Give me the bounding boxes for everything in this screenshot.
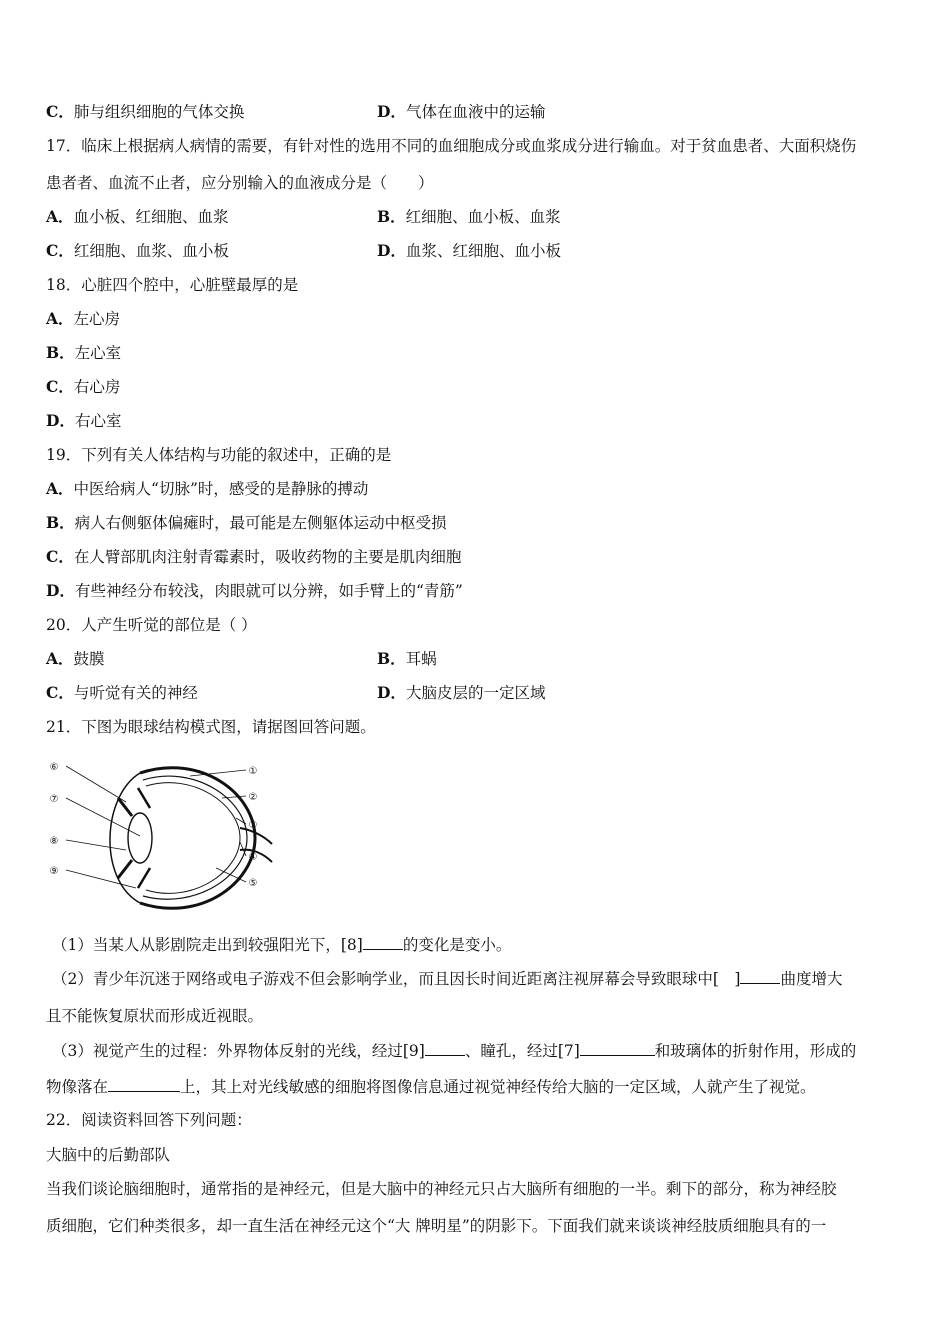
option-text: 血浆、红细胞、血小板: [405, 242, 561, 260]
q21-part3-seg1: （3）视觉产生的过程：外界物体反射的光线，经过[9]: [52, 1042, 425, 1060]
option-text: 肺与组织细胞的气体交换: [73, 103, 245, 121]
q21-part1-after-blank: 的变化是变小。: [402, 936, 512, 954]
lens: [128, 813, 152, 863]
option-text: 鼓膜: [73, 650, 105, 668]
option-letter: B．: [46, 343, 75, 362]
q17-option-c[interactable]: [46, 241, 229, 261]
q22-passage-title: 大脑中的后勤部队: [46, 1146, 171, 1164]
q21-part3-blank2[interactable]: [580, 1040, 655, 1056]
q18-option-c[interactable]: [46, 377, 120, 397]
q20-option-d[interactable]: [377, 683, 545, 703]
q22-passage-line2: 质细胞，它们种类很多，却一直生活在神经元这个“大 牌明星”的阴影下。下面我们就来谈谈神经肢质细胞具有的一: [46, 1217, 827, 1235]
option-text: 大脑皮层的一定区域: [405, 684, 546, 702]
q21-part2-before-blank: （2）青少年沉迷于网络或电子游戏不但会影响学业，而且因长时间近距离注视屏幕会导致眼球中[ ]: [52, 970, 741, 988]
q20-option-a[interactable]: [46, 649, 105, 669]
q21-part1-before-blank: （1）当某人从影剧院走出到较强阳光下，[8]: [52, 936, 363, 954]
option-text: 在人臂部肌肉注射青霉素时，吸收药物的主要是肌肉细胞: [73, 548, 462, 566]
option-letter: A．: [46, 649, 74, 668]
option-letter: D．: [46, 411, 75, 430]
q21-part3-blank1[interactable]: [425, 1040, 465, 1056]
option-text: 右心室: [74, 412, 122, 430]
option-text: 病人右侧躯体偏瘫时，最可能是左侧躯体运动中枢受损: [74, 514, 447, 532]
q21-part3-seg3: 和玻璃体的折射作用，形成的: [654, 1042, 857, 1060]
cornea-outline: [110, 773, 140, 903]
option-letter: C．: [46, 102, 74, 121]
option-text: 耳蜗: [405, 650, 437, 668]
q22-passage-line1: 当我们谈论脑细胞时，通常指的是神经元，但是大脑中的神经元只占大脑所有细胞的一半。剩下的部分，称为神经胶: [46, 1180, 837, 1198]
label-2: ②: [248, 792, 258, 803]
q18-option-d[interactable]: [46, 411, 121, 431]
option-text: 右心房: [73, 378, 121, 396]
q18-stem: 18．心脏四个腔中，心脏壁最厚的是: [46, 276, 299, 294]
leader-lines: [66, 766, 246, 888]
q20-stem: 20．人产生听觉的部位是（ ）: [46, 616, 257, 634]
ciliary-body: [138, 788, 150, 888]
option-letter: B．: [377, 649, 406, 668]
label-1: ①: [248, 766, 258, 777]
q17-option-a[interactable]: [46, 207, 229, 227]
q21-part1: [52, 934, 511, 955]
option-text: 中医给病人“切脉”时，感受的是静脉的搏动: [73, 480, 369, 498]
q21-part1-blank[interactable]: [363, 934, 403, 950]
option-text: 红细胞、血浆、血小板: [73, 242, 229, 260]
q21-part3-blank3[interactable]: [108, 1076, 180, 1092]
label-7: ⑦: [49, 794, 59, 805]
q19-option-b[interactable]: [46, 513, 447, 533]
option-letter: C．: [46, 547, 74, 566]
option-letter: B．: [46, 513, 75, 532]
option-letter: D．: [46, 581, 75, 600]
option-letter: A．: [46, 479, 74, 498]
q19-option-c[interactable]: [46, 547, 461, 567]
sclera-outline: [140, 768, 255, 909]
q19-stem: 19．下列有关人体结构与功能的叙述中，正确的是: [46, 446, 392, 464]
q21-stem: 21．下图为眼球结构模式图，请据图回答问题。: [46, 718, 376, 736]
option-text: 左心室: [74, 344, 122, 362]
option-letter: C．: [46, 241, 74, 260]
q16-option-c[interactable]: [46, 102, 244, 122]
option-letter: B．: [377, 207, 406, 226]
q21-part3-seg4: 物像落在: [46, 1078, 109, 1096]
option-letter: D．: [377, 241, 406, 260]
option-letter: A．: [46, 207, 74, 226]
q17-stem-line1: 17．临床上根据病人病情的需要，有针对性的选用不同的血细胞成分或血浆成分进行输血。对于贫血患者、大面积烧伤: [46, 137, 857, 155]
q21-part2: [52, 968, 842, 989]
q21-part2-cont: 且不能恢复原状而形成近视眼。: [46, 1007, 264, 1025]
option-letter: D．: [377, 102, 406, 121]
q21-part2-after-blank: 曲度增大: [780, 970, 843, 988]
q17-option-b[interactable]: [377, 207, 561, 227]
label-4: ④: [248, 852, 258, 863]
q21-part2-blank[interactable]: [740, 968, 780, 984]
option-letter: C．: [46, 377, 74, 396]
label-8: ⑧: [49, 836, 59, 847]
q21-part3-seg2: 、瞳孔，经过[7]: [464, 1042, 580, 1060]
q20-option-b[interactable]: [377, 649, 437, 669]
option-text: 血小板、红细胞、血浆: [73, 208, 229, 226]
q21-part3-cont: [46, 1076, 816, 1097]
retina-outline: [146, 783, 240, 894]
label-9: ⑨: [49, 866, 59, 877]
choroid-outline: [143, 776, 247, 899]
q21-part3: [52, 1040, 856, 1061]
option-text: 有些神经分布较浅，肉眼就可以分辨，如手臂上的“青筋”: [74, 582, 463, 600]
iris: [118, 798, 132, 878]
q19-option-a[interactable]: [46, 479, 368, 499]
q16-option-d[interactable]: [377, 102, 545, 122]
q21-part3-seg5: 上，其上对光线敏感的细胞将图像信息通过视觉神经传给大脑的一定区域，人就产生了视觉。: [180, 1078, 816, 1096]
q17-stem-line2: 患者者、血流不止者，应分别输入的血液成分是（ ）: [46, 174, 434, 192]
q19-option-d[interactable]: [46, 581, 463, 601]
option-text: 红细胞、血小板、血浆: [405, 208, 561, 226]
option-letter: D．: [377, 683, 406, 702]
q22-stem: 22．阅读资料回答下列问题：: [46, 1111, 252, 1129]
label-3: ③: [248, 820, 258, 831]
q18-option-b[interactable]: [46, 343, 121, 363]
option-text: 与听觉有关的神经: [73, 684, 198, 702]
q18-option-a[interactable]: [46, 309, 120, 329]
option-letter: C．: [46, 683, 74, 702]
q17-option-d[interactable]: [377, 241, 561, 261]
label-6: ⑥: [49, 762, 59, 773]
q20-option-c[interactable]: [46, 683, 198, 703]
option-letter: A．: [46, 309, 74, 328]
eye-structure-diagram: [40, 758, 275, 918]
option-text: 左心房: [73, 310, 121, 328]
option-text: 气体在血液中的运输: [405, 103, 546, 121]
label-5: ⑤: [248, 878, 258, 889]
